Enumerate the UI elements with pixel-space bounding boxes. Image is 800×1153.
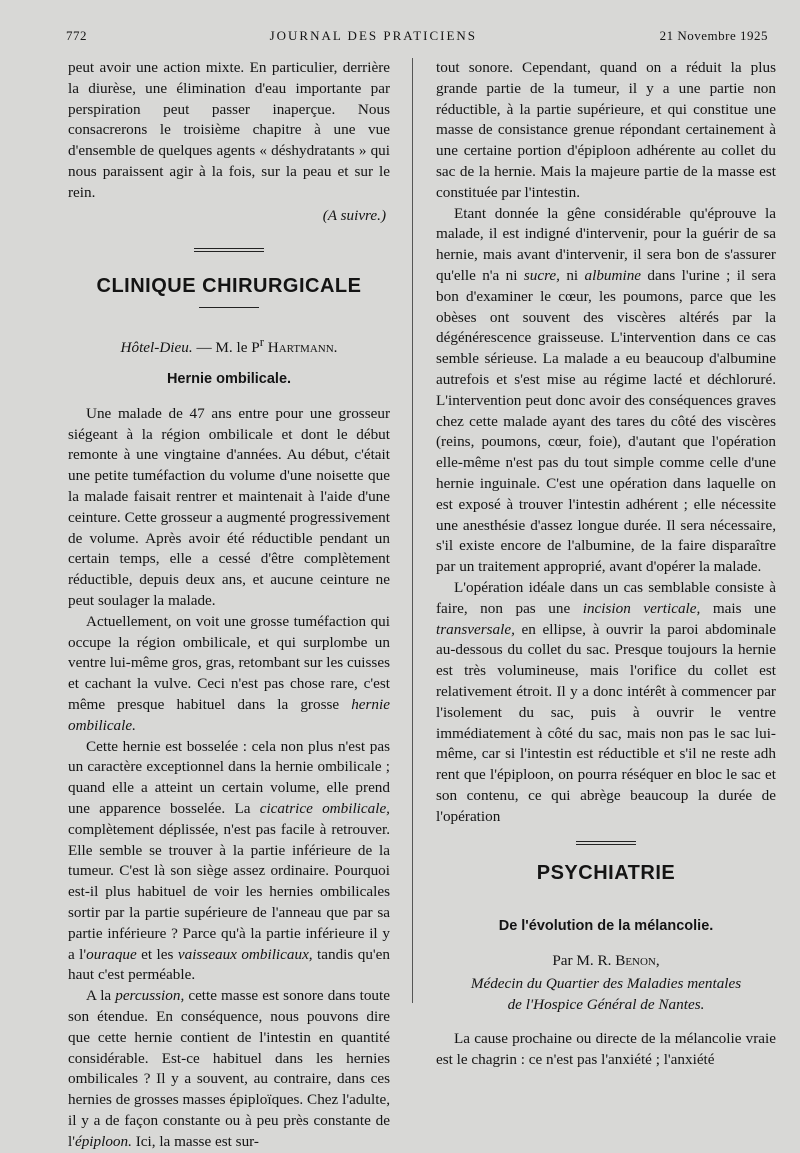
right-column (436, 58, 776, 1071)
paragraph: Actuellement, on voit une grosse tuméfaction qui occupe la région ombilicale, et qui surplombe un ventre lui-même gros, gras, retombant sur les cuisses et cachant la vulve. Ceci n'est pas chose rare, c'est même presque habituel dans la grosse hernie ombilicale. (68, 612, 390, 734)
left-column (68, 58, 390, 1153)
journal-title: JOURNAL DES PRATICIENS (269, 28, 478, 43)
paragraph: Cette hernie est bosselée : cela non plus n'est pas un caractère exceptionnel dans la hernie ombilicale ; quand elle a atteint un certain volume, elle prend une apparence bosselée. La cicatrice ombilicale, complètement déplissée, n'est pas facile à retrouver. Elle semble se trouver à la partie inférieure de la tumeur. C'est là son siège assez ordinaire. Pourquoi est-il plus habituel de voir les hernies ombilicales sortir par la partie supérieure de l'anneau que par sa partie inférieure ? Parce qu'à la partie inférieure il y a l'ouraque et les vaisseaux ombilicaux, tandis qu'en haut c'est perméable. (68, 737, 390, 984)
paragraph: A la percussion, cette masse est sonore dans toute son étendue. En conséquence, nous pouvons dire que cette hernie contient de l'intestin en quantité considérable. Est-ce habituel dans les hernies ombilicales ? Il y a souvent, au contraire, dans ces hernies de grosses masses épiploïques. Chez l'adulte, il y a de façon constante ou à peu près constante de l'épiploon. Ici, la masse est sur- (68, 987, 390, 1150)
paragraph: Une malade de 47 ans entre pour une grosseur siégeant à la région ombilicale et dont le début remonte à une vingtaine d'années. Au début, c'était une petite tuméfaction du volume d'une noisette que la malade faisait rentrer et maintenait à l'aide d'une ceinture. Cette grosseur a augmenté progressivement de volume. Après avoir été réductible pendant un certain temps, elle a cessé d'être complètement réductible, depuis deux ans, et aucune ceinture ne peut soulager la malade. (68, 404, 390, 609)
author-line: Par M. R. Benon, (552, 952, 660, 970)
byline-sup: r (259, 335, 264, 350)
article-title: De l'évolution de la mélancolie. (498, 918, 714, 935)
section-title: PSYCHIATRIE (536, 862, 676, 885)
byline-place: Hôtel-Dieu. (120, 339, 193, 357)
paragraph: tout sonore. Cependant, quand on a réduit la plus grande partie de la tumeur, il y a une partie non réductible, à la partie supérieure, et qui constitue une masse de consistance grenue répondant certainement à une certaine portion d'épiploon adhérente au collet du sac de la hernie. Mais la majeure partie de la masse est constituée par l'intestin. (436, 59, 776, 201)
paragraph: peut avoir une action mixte. En particulier, derrière la diurèse, une élimination d'eau importante par perspiration peut passer inaperçue. Nous consacrerons le troisième chapitre à une vue d'ensemble de quelques agents « déshydratants » qui nous paraissent agir à la fois, sur la peau et sur le rein. (68, 59, 390, 201)
column-divider (412, 58, 413, 1003)
section-title: CLINIQUE CHIRURGICALE (96, 275, 362, 298)
section-divider (576, 841, 636, 845)
paragraph: L'opération idéale dans un cas semblable consiste à faire, non pas une incision verticale, mais une transversale, en ellipse, à ouvrir la paroi abdominale au-dessous du collet du sac. Presque toujours la hernie est très volumineuse, mais l'orifice du collet est relativement étroit. Il y a donc intérêt à commencer par l'isolement du sac, puis à ouvrir le ventre immédiatement à côté du sac, mais non pas le sac lui-même, car si l'intestin est réductible et s'il ne reste adh rent que l'épiploon, on pourra réséquer en bloc le sac et son contenu, ce qui abrège beaucoup la durée de l'opération (436, 578, 776, 825)
page-number: 772 (66, 28, 87, 43)
paragraph: Etant donnée la gêne considérable qu'éprouve la malade, il est indigné d'intervenir, pour la guérir de sa hernie, mais avant d'intervenir, il sera bon de s'assurer qu'elle n'a ni sucre, ni albumine dans l'urine ; il sera bon d'examiner le cœur, les poumons, parce que les obèses ont souvent des viscères altérés par la dégénérescence graisseuse. L'intervention dans ce cas semble sérieuse. La malade a eu beaucoup d'albumine autrefois et s'est mise au régime lacté et déchloruré. L'intervention peut donc avoir des conséquences graves chez cette malade ayant des tares du côté des viscères (reins, poumons, cœur, foie), d'autant que l'opération elle-même n'est pas du tout simple comme celle d'une hernie inguinale. C'est une opération dans laquelle on est exposé à trouver l'intestin adhérent ; elle nécessite une anesthésie d'assez longue durée. Il sera nécessaire, s'il existe encore de l'albumine, de la faire disparaître par un traitement approprié, avant d'opérer la malade. (436, 204, 776, 576)
issue-date: 21 Novembre 1925 (659, 28, 768, 43)
title-rule (199, 307, 259, 308)
to-be-continued: (A suivre.) (322, 206, 386, 224)
byline-prefix: — M. le P (192, 339, 260, 357)
byline-name: Hartmann. (263, 339, 338, 357)
article-title: Hernie ombilicale. (166, 371, 292, 388)
paragraph: La cause prochaine ou directe de la mélancolie vraie est le chagrin : ce n'est pas l'anxiété ; l'anxiété (436, 1030, 776, 1069)
author-affiliation: Médecin du Quartier des Maladies mentales de l'Hospice Général de Nantes. (470, 974, 742, 1013)
section-divider (194, 248, 264, 252)
page-header (66, 28, 768, 48)
byline (68, 332, 390, 359)
